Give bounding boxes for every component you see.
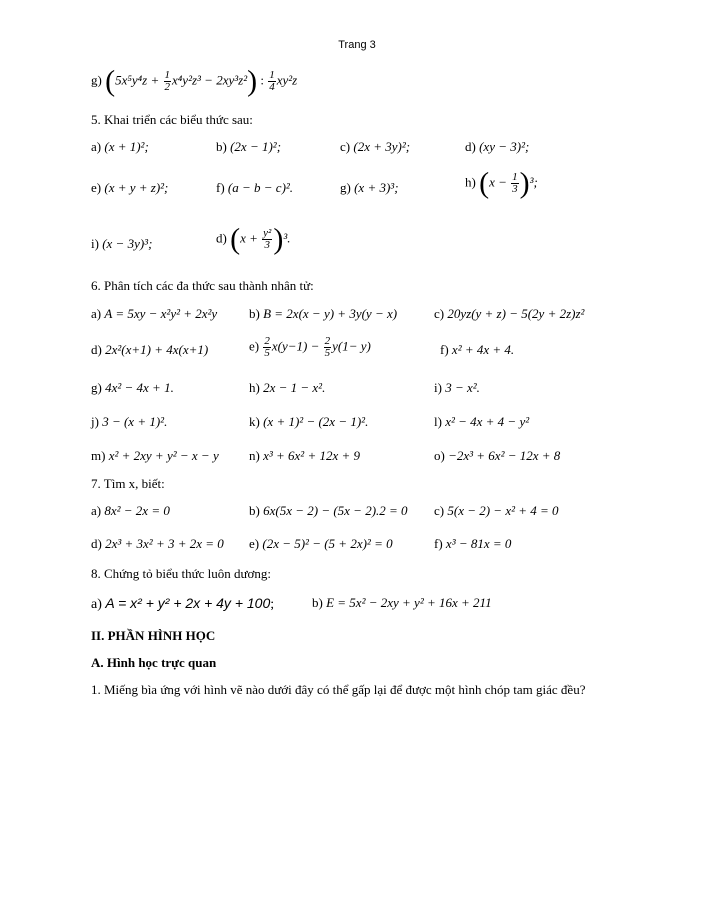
s7-row-2	[0, 534, 714, 558]
s5-item-g: g) (x + 3)³;	[340, 180, 399, 195]
s6-item-l: l) x² − 4x + 4 − y²	[434, 414, 530, 429]
section-7-title: 7. Tìm x, biết:	[91, 476, 165, 491]
part-2-heading: II. PHẦN HÌNH HỌC	[91, 628, 216, 643]
s6-row-1	[0, 304, 714, 328]
subsection-a-heading: A. Hình học trực quan	[91, 655, 217, 670]
s5-item-d2: d) (x + $\frac{\text{y²}}{3}$ )³.	[216, 222, 291, 256]
expr-part: xy²z	[276, 72, 298, 88]
divide-sign: :	[260, 72, 264, 88]
s6-item-n: n) x³ + 6x² + 12x + 9	[249, 448, 361, 463]
s5-item-a: a) (x + 1)²;	[91, 139, 149, 154]
s8-item-a: a) A = x² + y² + 2x + 4y + 100;	[91, 595, 275, 612]
s8-item-b: b) E = 5x² − 2xy + y² + 16x + 211	[312, 595, 492, 610]
s6-item-d: d) 2x²(x+1) + 4x(x+1)	[91, 342, 209, 357]
section-5-title: 5. Khai triển các biểu thức sau:	[91, 112, 253, 127]
s6-item-c: c) 20yz(y + z) − 5(2y + 2z)z²	[434, 306, 585, 321]
s5-row-1	[0, 137, 714, 161]
s6-item-i: i) 3 − x².	[434, 380, 480, 395]
s5-item-c: c) (2x + 3y)²;	[340, 139, 411, 154]
s7-item-b: b) 6x(5x − 2) − (5x − 2).2 = 0	[249, 503, 408, 518]
page-number: Trang 3	[338, 39, 376, 51]
s6-row-2	[0, 335, 714, 364]
item-g-expression: g) (5x⁵y⁴z + $\frac{1}{2}$ x⁴y²z³ − 2xy³z²) : $\frac{1}{4}$ xy²z	[91, 64, 298, 98]
s5-item-d: d) (xy − 3)²;	[465, 139, 530, 154]
s5-row-2	[0, 166, 714, 202]
s5-item-h: h) (x − $\frac{1}{3}$ )³;	[465, 166, 538, 200]
fraction: $\frac{1}{4}$	[269, 69, 275, 93]
s7-item-d: d) 2x³ + 3x² + 3 + 2x = 0	[91, 536, 224, 551]
s6-item-f: f) x² + 4x + 4.	[440, 342, 515, 357]
s6-item-h: h) 2x − 1 − x².	[249, 380, 326, 395]
s5-row-3	[0, 222, 714, 258]
s7-item-e: e) (2x − 5)² − (5 + 2x)² = 0	[249, 536, 393, 551]
s6-item-k: k) (x + 1)² − (2x − 1)².	[249, 414, 369, 429]
s6-row-4	[0, 412, 714, 436]
question-1-text: 1. Miếng bìa ứng với hình vẽ nào dưới đây có thể gấp lại để được một hình chóp tam giác đều?	[91, 682, 586, 697]
s8-row	[0, 593, 714, 617]
s6-item-a: a) A = 5xy − x²y² + 2x²y	[91, 306, 218, 321]
s6-row-3	[0, 378, 714, 402]
expr-part: x⁴y²z³ − 2xy³z²	[172, 72, 248, 88]
s5-item-e: e) (x + y + z)²;	[91, 180, 169, 195]
s7-item-f: f) x³ − 81x = 0	[434, 536, 512, 551]
s6-item-e: e) $\frac{2}{5}$ x(y−1) − $\frac{2}{5}$ y(1− y)	[249, 335, 371, 359]
s6-item-o: o) −2x³ + 6x² − 12x + 8	[434, 448, 561, 463]
section-6-title: 6. Phân tích các đa thức sau thành nhân tử:	[91, 278, 314, 293]
s6-item-b: b) B = 2x(x − y) + 3y(y − x)	[249, 306, 398, 321]
s7-row-1	[0, 501, 714, 525]
s6-item-m: m) x² + 2xy + y² − x − y	[91, 448, 219, 463]
item-label: g)	[91, 72, 102, 88]
s7-item-a: a) 8x² − 2x = 0	[91, 503, 170, 518]
s6-item-j: j) 3 − (x + 1)².	[91, 414, 168, 429]
expr-part: 5x⁵y⁴z +	[115, 72, 163, 88]
section-8-title: 8. Chứng tỏ biểu thức luôn dương:	[91, 566, 272, 581]
s5-item-i: i) (x − 3y)³;	[91, 236, 153, 251]
s5-item-b: b) (2x − 1)²;	[216, 139, 282, 154]
s6-row-5	[0, 446, 714, 470]
s6-item-g: g) 4x² − 4x + 1.	[91, 380, 174, 395]
s7-item-c: c) 5(x − 2) − x² + 4 = 0	[434, 503, 559, 518]
fraction: $\frac{1}{2}$	[164, 69, 171, 93]
s5-item-f: f) (a − b − c)².	[216, 180, 294, 195]
